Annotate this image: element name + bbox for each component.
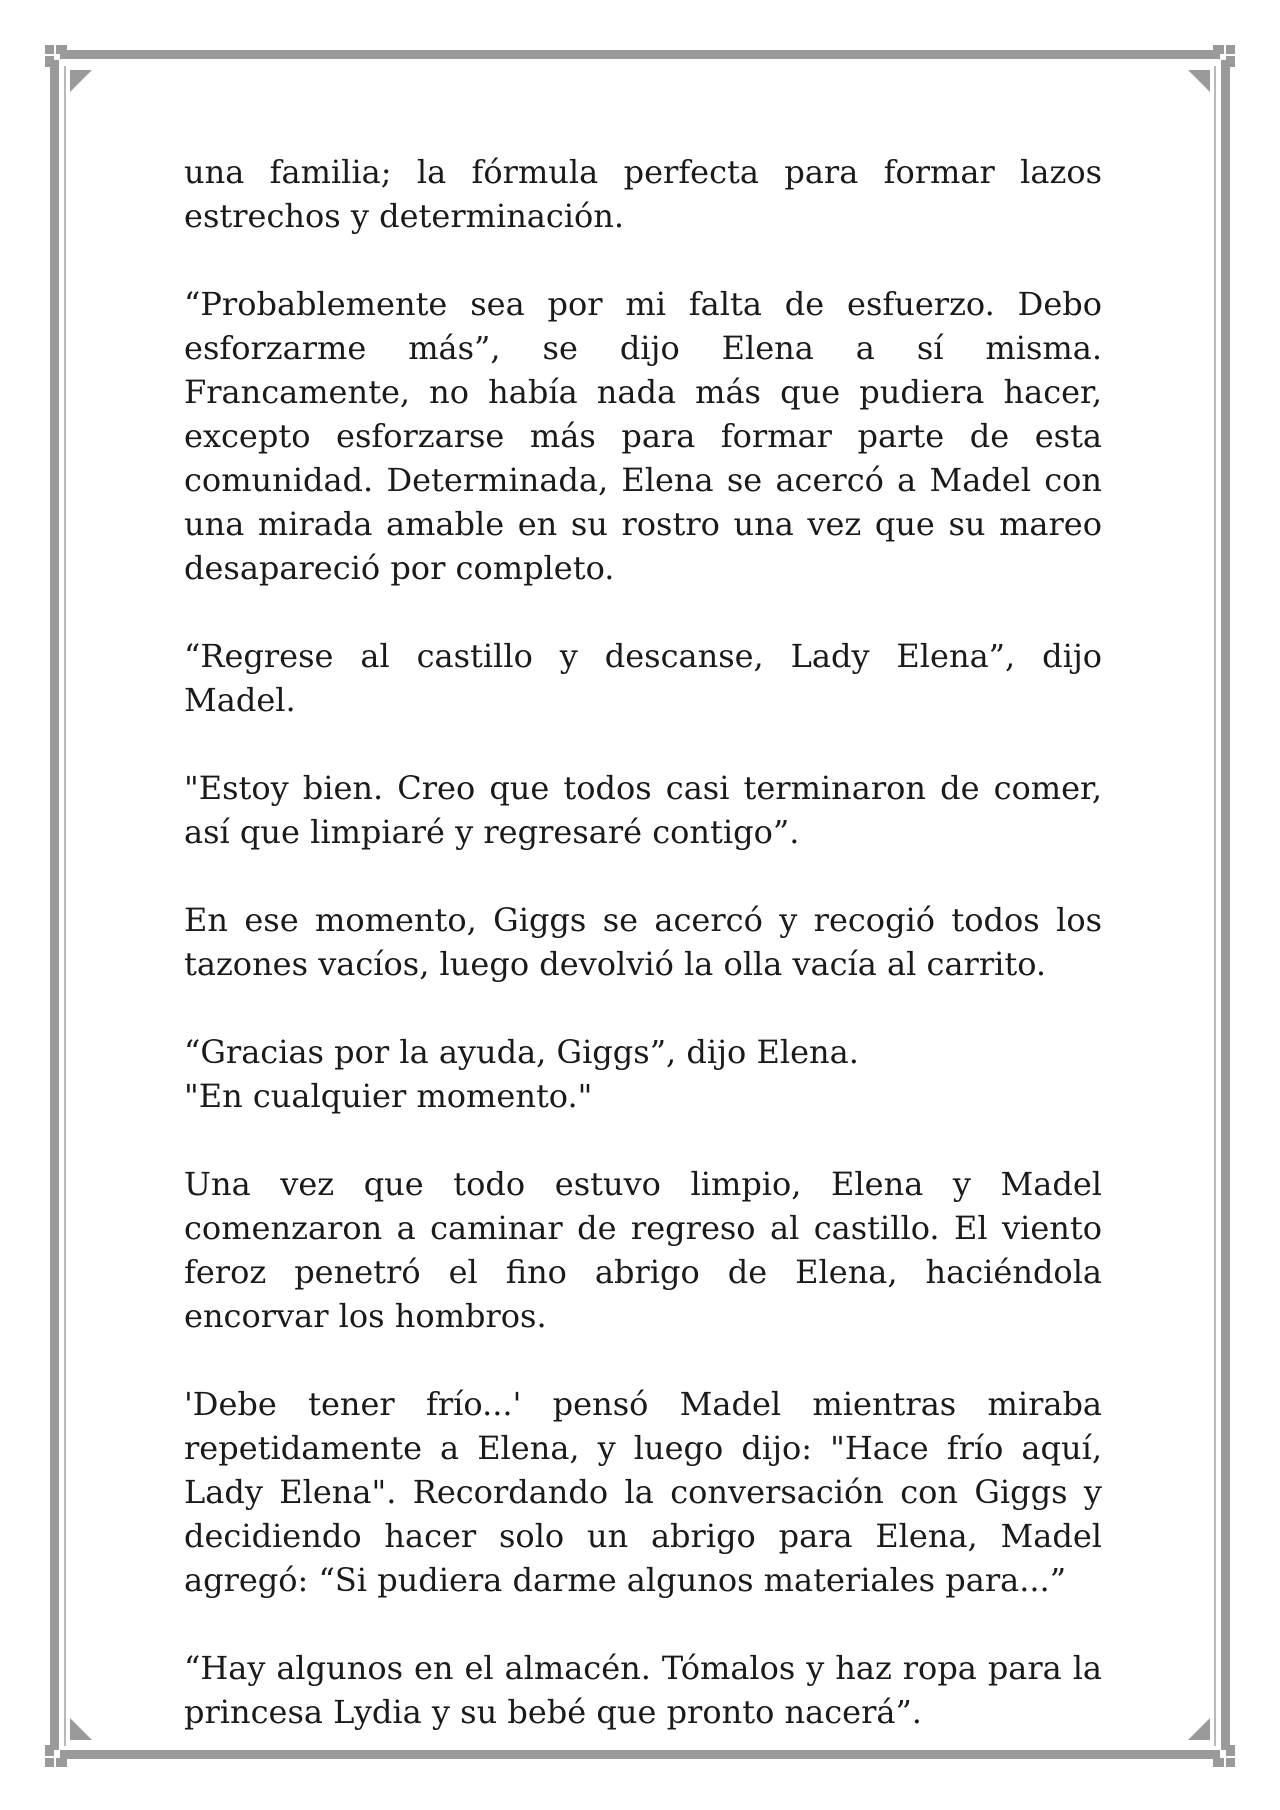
body-text — [184, 150, 1102, 1734]
paragraph: 'Debe tener frío...' pensó Madel mientras miraba repetidamente a Elena, y luego dijo: "Hace frío aquí, Lady Elena". Recordando la conversación con Giggs y decidiendo hacer solo un abrigo para Elena, Madel agregó: “Si pudiera darme algunos materiales para...” — [184, 1385, 1102, 1599]
border-right — [1221, 60, 1230, 1750]
paragraph: "En cualquier momento." — [184, 1077, 593, 1115]
corner-ornament-icon — [1213, 45, 1235, 67]
paragraph: “Hay algunos en el almacén. Tómalos y haz ropa para la princesa Lydia y su bebé que pronto nacerá”. — [184, 1649, 1102, 1731]
inner-border-right — [1214, 66, 1216, 1746]
paragraph: “Gracias por la ayuda, Giggs”, dijo Elena. — [184, 1033, 859, 1071]
paragraph: "Estoy bien. Creo que todos casi terminaron de comer, así que limpiaré y regresaré contigo”. — [184, 769, 1102, 851]
corner-triangle-icon — [70, 1718, 92, 1740]
corner-triangle-icon — [1188, 1718, 1210, 1740]
corner-ornament-icon — [1213, 1745, 1235, 1767]
paragraph: “Probablemente sea por mi falta de esfuerzo. Debo esforzarme más”, se dijo Elena a sí misma. Francamente, no había nada más que pudiera hacer, excepto esforzarse más para formar parte de esta comunidad. Determinada, Elena se acercó a Madel con una mirada amable en su rostro una vez que su mareo desapareció por completo. — [184, 285, 1102, 587]
paragraph: Una vez que todo estuvo limpio, Elena y Madel comenzaron a caminar de regreso al castillo. El viento feroz penetró el fino abrigo de Elena, haciéndola encorvar los hombros. — [184, 1165, 1102, 1335]
corner-triangle-icon — [1188, 70, 1210, 92]
inner-border-left — [64, 66, 66, 1746]
border-bottom — [60, 1750, 1220, 1759]
paragraph: “Regrese al castillo y descanse, Lady Elena”, dijo Madel. — [184, 637, 1102, 719]
border-left — [50, 60, 59, 1750]
paragraph: En ese momento, Giggs se acercó y recogió todos los tazones vacíos, luego devolvió la olla vacía al carrito. — [184, 901, 1102, 983]
corner-triangle-icon — [70, 70, 92, 92]
corner-ornament-icon — [45, 1745, 67, 1767]
paragraph: una familia; la fórmula perfecta para formar lazos estrechos y determinación. — [184, 153, 1102, 235]
border-top — [60, 50, 1220, 59]
corner-ornament-icon — [45, 45, 67, 67]
